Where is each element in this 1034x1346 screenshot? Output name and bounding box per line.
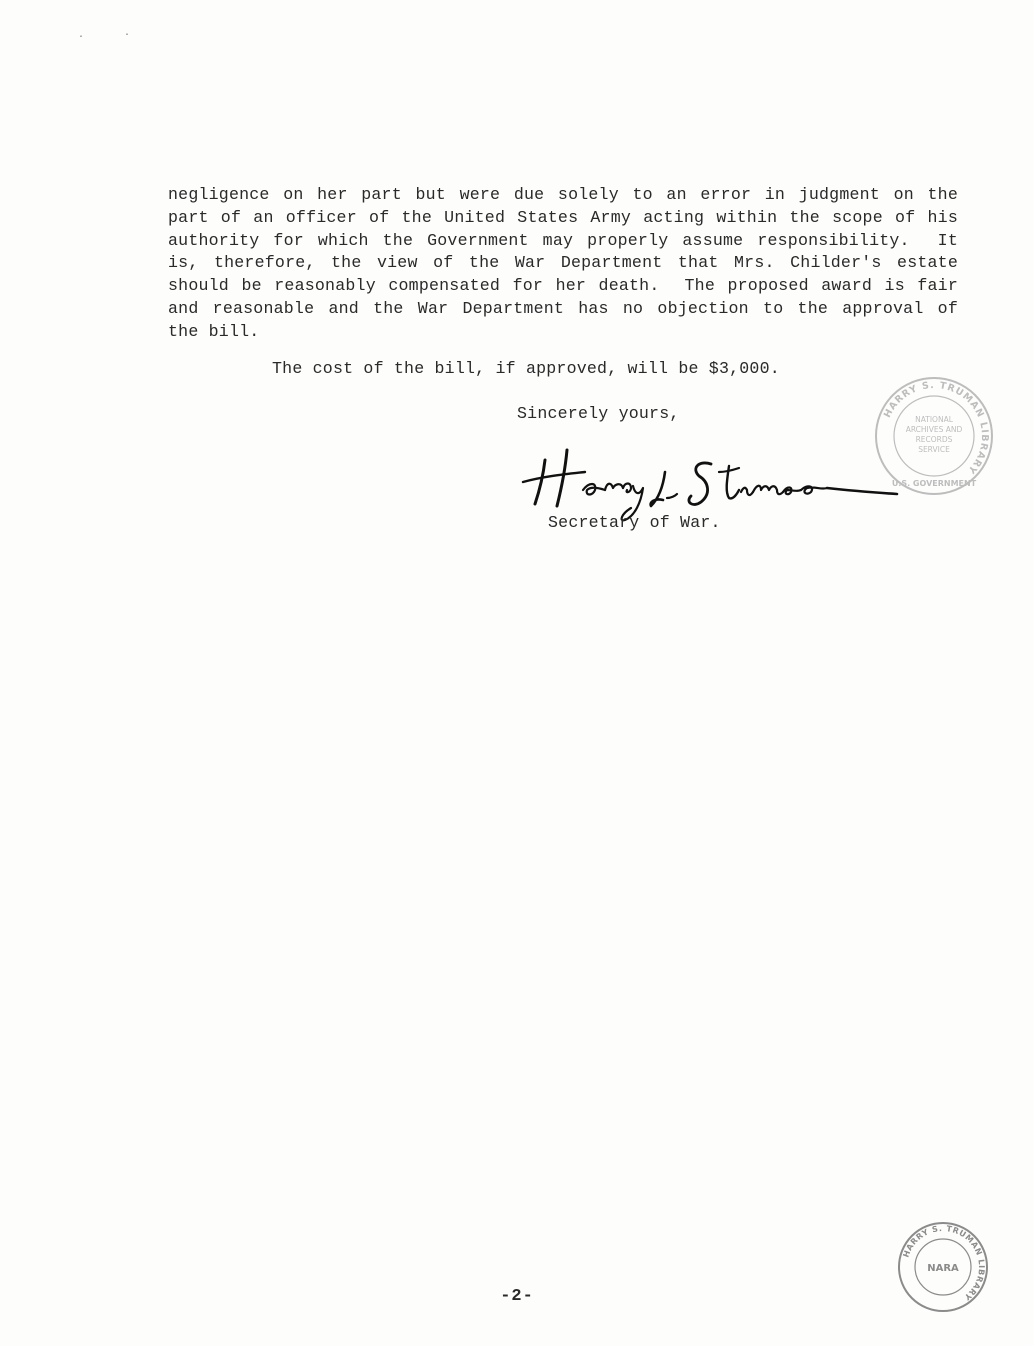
complimentary-close: Sincerely yours, [517, 404, 680, 423]
paragraph-line: part of an officer of the United States Army acting within the scope of his [168, 207, 958, 227]
paragraph-line: should be reasonably compensated for her death. The proposed award is fair [168, 276, 958, 296]
paragraph-line: authority for which the Government may properly assume responsibility. It [168, 230, 958, 250]
truman-library-stamp [872, 374, 996, 498]
handwritten-signature [515, 432, 905, 522]
stamp-center-line: ARCHIVES AND [905, 425, 963, 434]
paragraph-line: negligence on her part but were due solely to an error in judgment on the [168, 185, 958, 204]
paragraph-line: and reasonable and the War Department has no objection to the approval of [168, 298, 958, 318]
stamp-ring-text: HARRY S. TRUMAN LIBRARY [901, 1223, 987, 1303]
scan-speck: · [124, 30, 131, 41]
cost-statement: The cost of the bill, if approved, will be $3,000. [272, 359, 780, 378]
stamp-center-line: NATIONAL [915, 415, 953, 424]
scan-speck: · [78, 32, 85, 43]
signer-title: Secretary of War. [548, 513, 721, 532]
stamp-center-line: SERVICE [918, 445, 950, 454]
stamp-bottom-text: U.S. GOVERNMENT [891, 479, 977, 488]
paragraph-line: the bill. [168, 321, 260, 341]
stamp-center-line: RECORDS [915, 435, 953, 444]
page-number: -2- [500, 1287, 534, 1306]
stamp-center-text: NARA [927, 1263, 959, 1274]
stamp-ring-text: HARRY S. TRUMAN LIBRARY [882, 379, 991, 477]
closing-paragraph [168, 184, 958, 344]
paragraph-line: is, therefore, the view of the War Department that Mrs. Childer's estate [168, 253, 958, 273]
